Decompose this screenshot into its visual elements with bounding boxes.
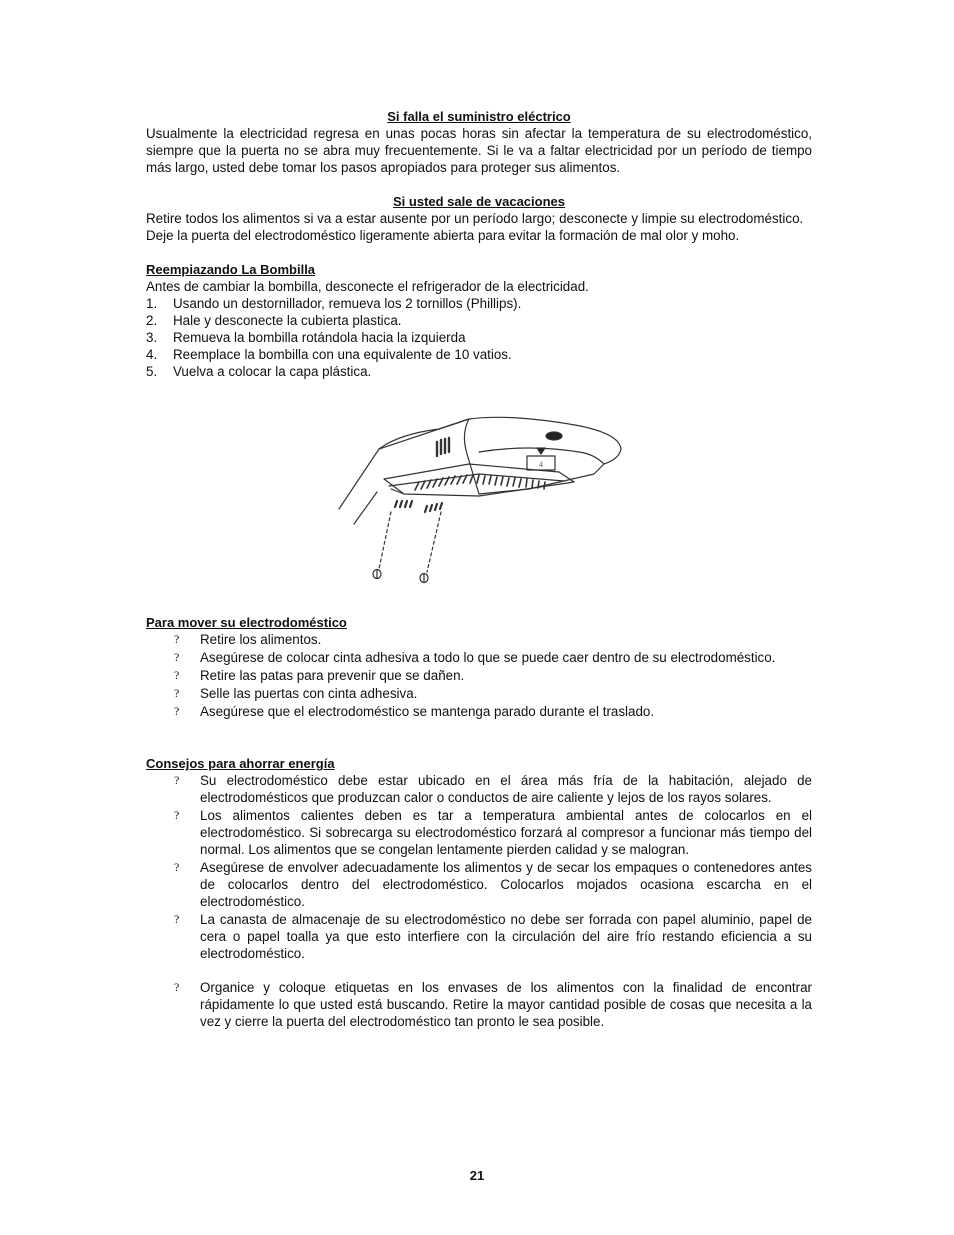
list-item: 3. Remueva la bombilla rotándola hacia la izquierda — [146, 330, 466, 345]
light-cover-illustration — [329, 394, 629, 594]
bullet-glyph: ? — [174, 860, 180, 874]
moving-heading: Para mover su electrodoméstico — [146, 615, 347, 630]
bullet-glyph: ? — [174, 668, 180, 682]
bullet-glyph: ? — [174, 773, 180, 787]
vacation-text-2: Deje la puerta del electrodoméstico ligeramente abierta para evitar la formación de mal olor y moho. — [146, 228, 740, 243]
bullet-glyph: ? — [174, 980, 180, 994]
list-item: 4. Reemplace la bombilla con una equivalente de 10 vatios. — [146, 347, 512, 362]
list-item: ? Retire los alimentos. — [174, 632, 322, 647]
energy-tips-heading: Consejos para ahorrar energía — [146, 756, 335, 771]
moving-list — [146, 631, 812, 720]
bullet-glyph: ? — [174, 704, 180, 718]
power-failure-heading: Si falla el suministro eléctrico — [387, 109, 571, 124]
page-number: 21 — [469, 1168, 485, 1183]
bullet-glyph: ? — [174, 912, 180, 926]
list-item: 2. Hale y desconecte la cubierta plastica. — [146, 313, 402, 328]
bulb-steps-list — [146, 295, 812, 380]
list-item: ? Asegúrese de colocar cinta adhesiva a todo lo que se puede caer dentro de su electrodoméstico. — [174, 650, 776, 665]
energy-tips-list — [146, 772, 812, 1030]
bullet-glyph: ? — [174, 650, 180, 664]
vacation-heading: Si usted sale de vacaciones — [393, 194, 565, 209]
vacation-text-1: Retire todos los alimentos si va a estar ausente por un período largo; desconecte y limpie su electrodoméstico. — [146, 211, 804, 226]
list-item: ? Asegúrese de envolver adecuadamente los alimentos y de secar los empaques o contenedores antes de colocarlos dentro del electrodoméstico. Colocarlos mojados ocasiona escarcha en el electrodoméstico. — [174, 860, 812, 909]
manual-page — [146, 108, 812, 1031]
list-item: ? Organice y coloque etiquetas en los envases de los alimentos con la finalidad de encontrar rápidamente lo que usted está buscando. Retire la mayor cantidad posible de cosas que necesita a la vez y cierre la puerta del electrodoméstico tan pronto le sea posible. — [174, 980, 812, 1029]
bulb-replacement-heading: Reempiazando La Bombilla — [146, 262, 316, 277]
bullet-glyph: ? — [174, 632, 180, 646]
list-item: ? Selle las puertas con cinta adhesiva. — [174, 686, 418, 701]
bulb-replacement-intro: Antes de cambiar la bombilla, desconecte el refrigerador de la electricidad. — [146, 279, 589, 294]
list-item: ? Su electrodoméstico debe estar ubicado en el área más fría de la habitación, alejado de electrodomésticos que produzcan calor o conductos de aire caliente y lejos de los rayos solares. — [174, 773, 812, 805]
list-item: 5. Vuelva a colocar la capa plástica. — [146, 364, 372, 379]
list-item: ? Retire las patas para prevenir que se dañen. — [174, 668, 465, 683]
list-item: ? La canasta de almacenaje de su electrodoméstico no debe ser forrada con papel aluminio, papel de cera o papel toalla ya que esto interfiere con la circulación del aire frío restando eficiencia a su electrodoméstico. — [174, 912, 812, 961]
list-item: 1. Usando un destornillador, remueva los 2 tornillos (Phillips). — [146, 296, 522, 311]
bullet-glyph: ? — [174, 808, 180, 822]
list-item: ? Asegúrese que el electrodoméstico se mantenga parado durante el traslado. — [174, 704, 655, 719]
list-item: ? Los alimentos calientes deben es tar a temperatura ambiental antes de colocarlos en el electrodoméstico. Si sobrecarga su electrodoméstico forzará al compresor a funcionar más tiempo del normal. Los alimentos que se congelan lentamente pierden calidad y se malogran. — [174, 808, 812, 857]
power-failure-text: Usualmente la electricidad regresa en unas pocas horas sin afectar la temperatura de su electrodoméstico, siempre que la puerta no se abra muy frecuentemente. Si le va a faltar electricidad por un período de tiempo más largo, usted debe tomar los pasos apropiados para proteger sus alimentos. — [146, 126, 812, 175]
bulb-cover-diagram — [146, 394, 812, 594]
bullet-glyph: ? — [174, 686, 180, 700]
figure-label: 4 — [539, 460, 543, 469]
